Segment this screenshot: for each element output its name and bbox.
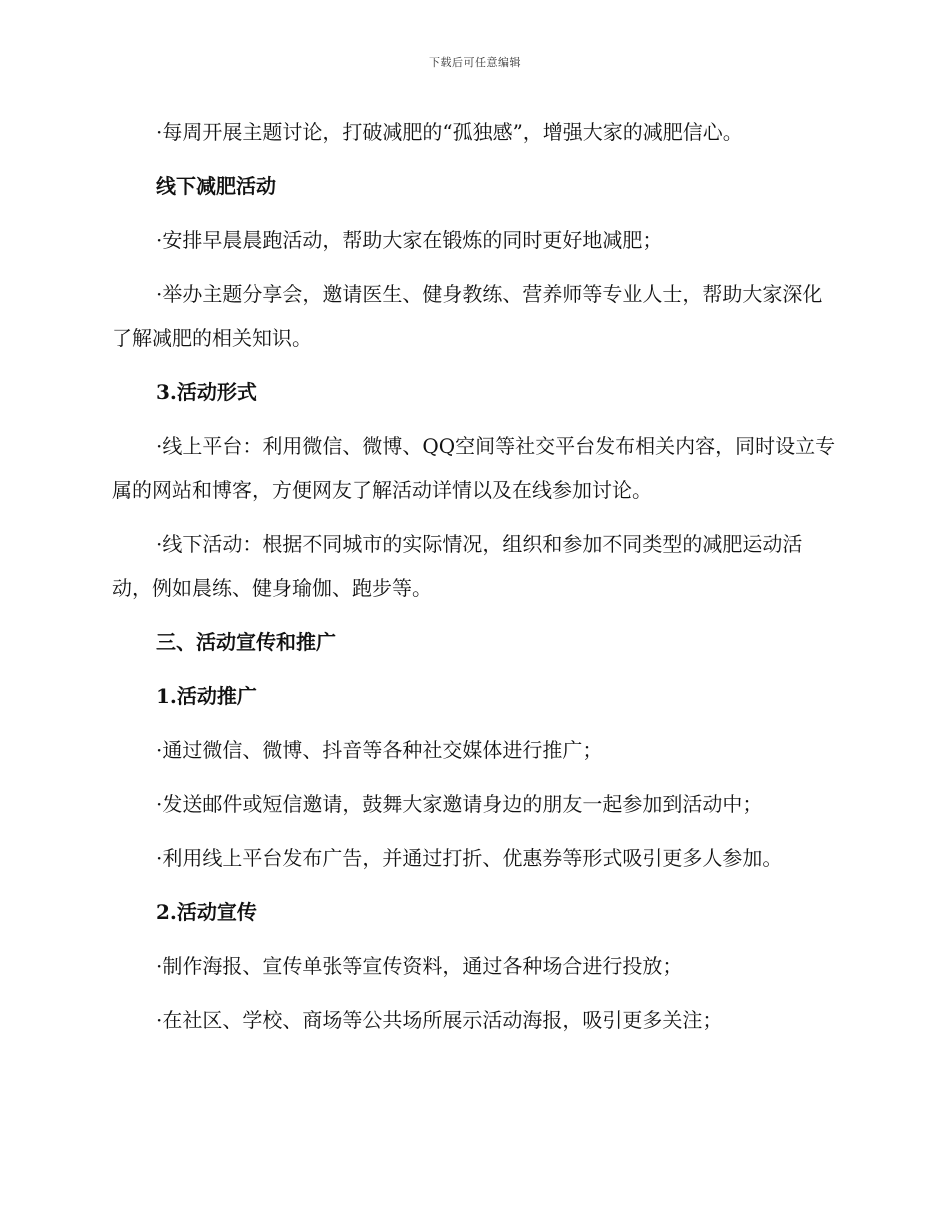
document-body [112, 110, 840, 1052]
paragraph-offline-events: ·线下活动：根据不同城市的实际情况，组织和参加不同类型的减肥运动活动，例如晨练、健身瑜伽、跑步等。 [112, 532, 803, 600]
page-header: 下载后可任意编辑 [429, 56, 521, 69]
paragraph-weekly-discussion: ·每周开展主题讨论，打破减肥的“孤独感”，增强大家的减肥信心。 [156, 120, 743, 144]
paragraph-morning-run: ·安排早晨晨跑活动，帮助大家在锻炼的同时更好地减肥； [156, 228, 663, 252]
heading-offline-activities: 线下减肥活动 [156, 174, 276, 198]
paragraph-email-invite: ·发送邮件或短信邀请，鼓舞大家邀请身边的朋友一起参加到活动中； [156, 792, 763, 816]
paragraph-online-platform: ·线上平台：利用微信、微博、QQ空间等社交平台发布相关内容，同时设立专属的网站和博客，方便网友了解活动详情以及在线参加讨论。 [112, 434, 836, 502]
heading-activity-format: 3.活动形式 [156, 380, 257, 404]
paragraph-sharing-session: ·举办主题分享会，邀请医生、健身教练、营养师等专业人士，帮助大家深化了解减肥的相关知识。 [112, 282, 823, 350]
paragraph-public-display: ·在社区、学校、商场等公共场所展示活动海报，吸引更多关注； [156, 1008, 723, 1032]
paragraph-posters: ·制作海报、宣传单张等宣传资料，通过各种场合进行投放； [156, 954, 683, 978]
paragraph-social-media: ·通过微信、微博、抖音等各种社交媒体进行推广； [156, 738, 603, 762]
heading-activity-promotion: 1.活动推广 [156, 684, 257, 708]
heading-activity-publicity: 2.活动宣传 [156, 900, 257, 924]
paragraph-online-ads: ·利用线上平台发布广告，并通过打折、优惠券等形式吸引更多人参加。 [156, 846, 783, 870]
heading-promotion-section: 三、活动宣传和推广 [156, 630, 336, 654]
